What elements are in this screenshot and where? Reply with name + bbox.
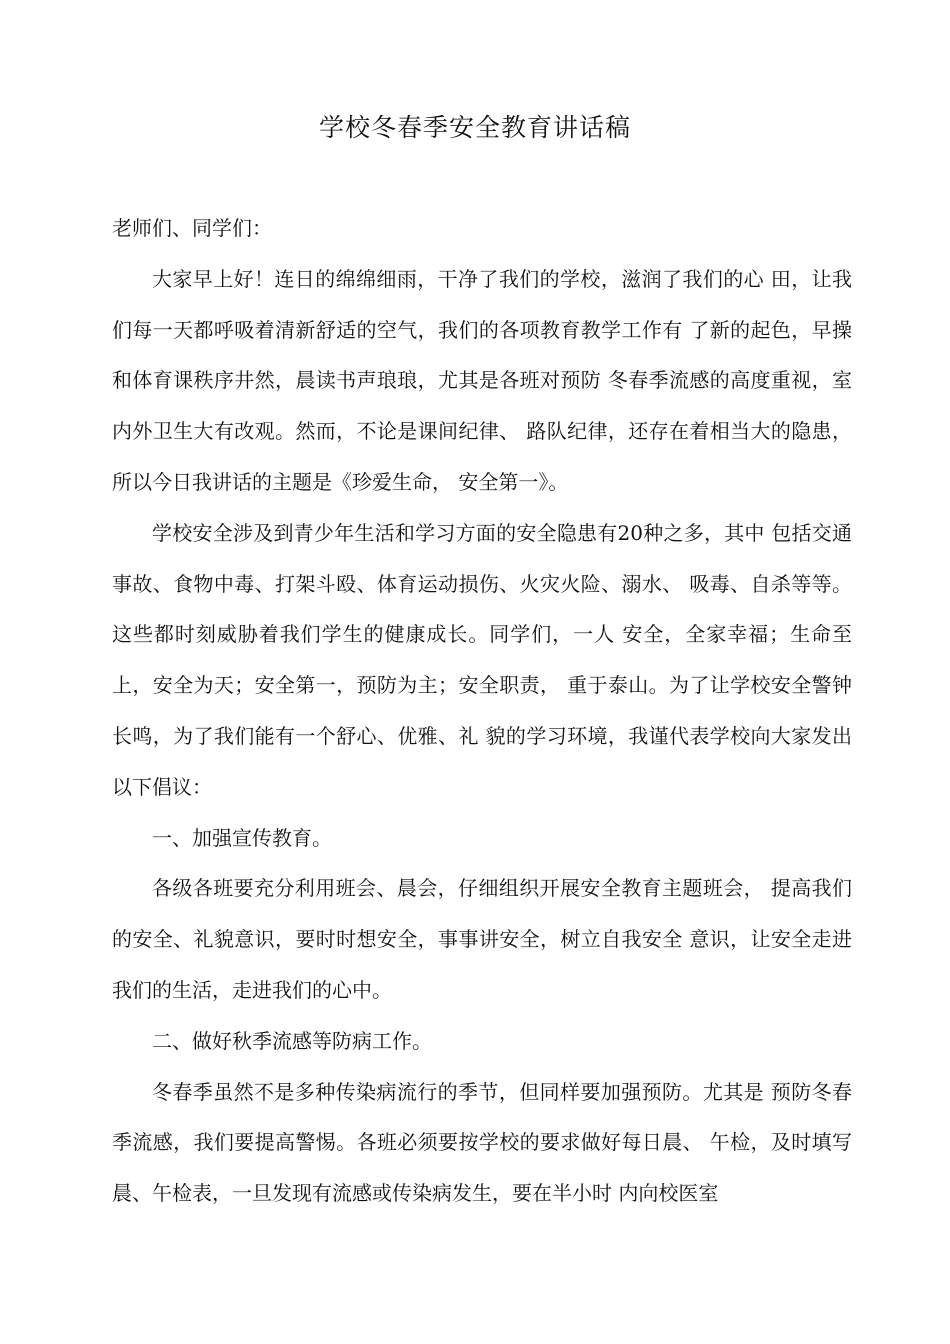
paragraph-publicity-education: 各级各班要充分利用班会、晨会，仔细组织开展安全教育主题班会， 提高我们的安全、礼貌意识，要时时想安全，事事讲安全，树立自我安全 意识，让安全走进我们的生活，走进我们的心中。: [112, 876, 852, 1002]
paragraph-greeting: 大家早上好！连日的绵绵细雨，干净了我们的学校，滋润了我们的心 田，让我们每一天都呼吸着清新舒适的空气，我们的各项教育教学工作有 了新的起色，早操和体育课秩序井然，晨读书声琅琅，尤其是各班对预防 冬春季流感的高度重视，室内外卫生大有改观。然而，不论是课间纪律、 路队纪律，还存在着相当大的隐患，所以今日我讲话的主题是《珍爱生命， 安全第一》。: [112, 266, 852, 494]
document-body: [112, 203, 852, 1219]
document-title: 学校冬春季安全教育讲话稿: [318, 113, 631, 142]
salutation: 老师们、同学们：: [112, 216, 272, 240]
heading-publicity-education: 一、加强宣传教育。: [152, 825, 332, 850]
paragraph-safety-hazards: 学校安全涉及到青少年生活和学习方面的安全隐患有20种之多，其中 包括交通事故、食物中毒、打架斗殴、体育运动损伤、火灾火险、溺水、 吸毒、自杀等等。这些都时刻威胁着我们学生的健康成长。同学们，一人 安全，全家幸福；生命至上，安全为天；安全第一，预防为主；安全职责， 重于泰山。为了让学校安全警钟长鸣，为了我们能有一个舒心、优雅、礼 貌的学习环境，我谨代表学校向大家发出以下倡议：: [112, 520, 852, 799]
paragraph-flu-prevention: 冬春季虽然不是多种传染病流行的季节，但同样要加强预防。尤其是 预防冬春季流感，我们要提高警惕。各班必须要按学校的要求做好每日晨、 午检，及时填写晨、午检表，一旦发现有流感或传染病发生，要在半小时 内向校医室: [112, 1079, 852, 1206]
heading-flu-prevention: 二、做好秋季流感等防病工作。: [152, 1028, 432, 1053]
